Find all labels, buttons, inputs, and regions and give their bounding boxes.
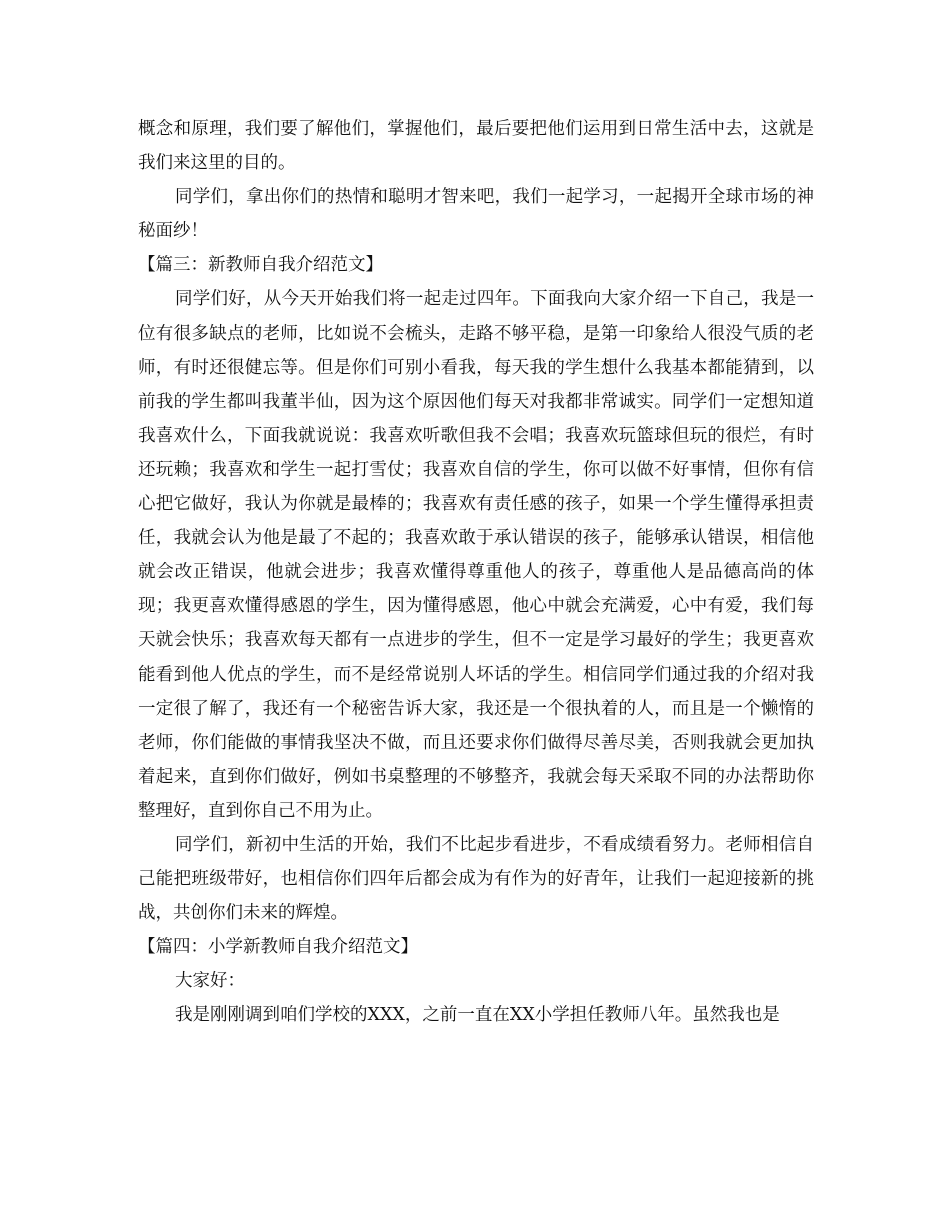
section-heading-part3: 【篇三：新教师自我介绍范文】 — [138, 255, 383, 276]
paragraph-new-start: 同学们，新初中生活的开始，我们不比起步看进步，不看成绩看努力。老师相信自己能把班级带好，也相信你们四年后都会成为有作为的好青年，让我们一起迎接新的挑战，共创你们未来的辉煌。 — [138, 834, 814, 924]
paragraph-closing-call: 同学们，拿出你们的热情和聪明才智来吧，我们一起学习，一起揭开全球市场的神秘面纱！ — [138, 187, 814, 242]
section-heading-part4: 【篇四：小学新教师自我介绍范文】 — [138, 937, 418, 958]
paragraph-greeting: 大家好： — [175, 971, 245, 992]
paragraph-self-introduction: 同学们好，从今天开始我们将一起走过四年。下面我向大家介绍一下自己，我是一位有很多缺点的老师，比如说不会梳头，走路不够平稳，是第一印象给人很没气质的老师，有时还很健忘等。但是你们可别小看我，每天我的学生想什么我基本都能猜到，以前我的学生都叫我董半仙，因为这个原因他们每天对我都非常诚实。同学们一定想知道我喜欢什么，下面我就说说：我喜欢听歌但我不会唱；我喜欢玩篮球但玩的很烂，有时还玩赖；我喜欢和学生一起打雪仗；我喜欢自信的学生，你可以做不好事情，但你有信心把它做好，我认为你就是最棒的；我喜欢有责任感的孩子，如果一个学生懂得承担责任，我就会认为他是最了不起的；我喜欢敢于承认错误的孩子，能够承认错误，相信他就会改正错误，他就会进步；我喜欢懂得尊重他人的孩子，尊重他人是品德高尚的体现；我更喜欢懂得感恩的学生，因为懂得感恩，他心中就会充满爱，心中有爱，我们每天就会快乐；我喜欢每天都有一点进步的学生，但不一定是学习最好的学生；我更喜欢能看到他人优点的学生，而不是经常说别人坏话的学生。相信同学们通过我的介绍对我一定很了解了，我还有一个秘密告诉大家，我还是一个很执着的人，而且是一个懒惰的老师，你们能做的事情我坚决不做，而且还要求你们做得尽善尽美，否则我就会更加执着起来，直到你们做好，例如书桌整理的不够整齐，我就会每天采取不同的办法帮助你整理好，直到你自己不用为止。 — [138, 289, 814, 821]
paragraph-intro-continued: 概念和原理，我们要了解他们，掌握他们，最后要把他们运用到日常生活中去，这就是我们来这里的目的。 — [138, 119, 814, 174]
document-page — [138, 112, 814, 1033]
paragraph-part4-intro: 我是刚刚调到咱们学校的XXX，之前一直在XX小学担任教师八年。虽然我也是 — [175, 1005, 780, 1026]
